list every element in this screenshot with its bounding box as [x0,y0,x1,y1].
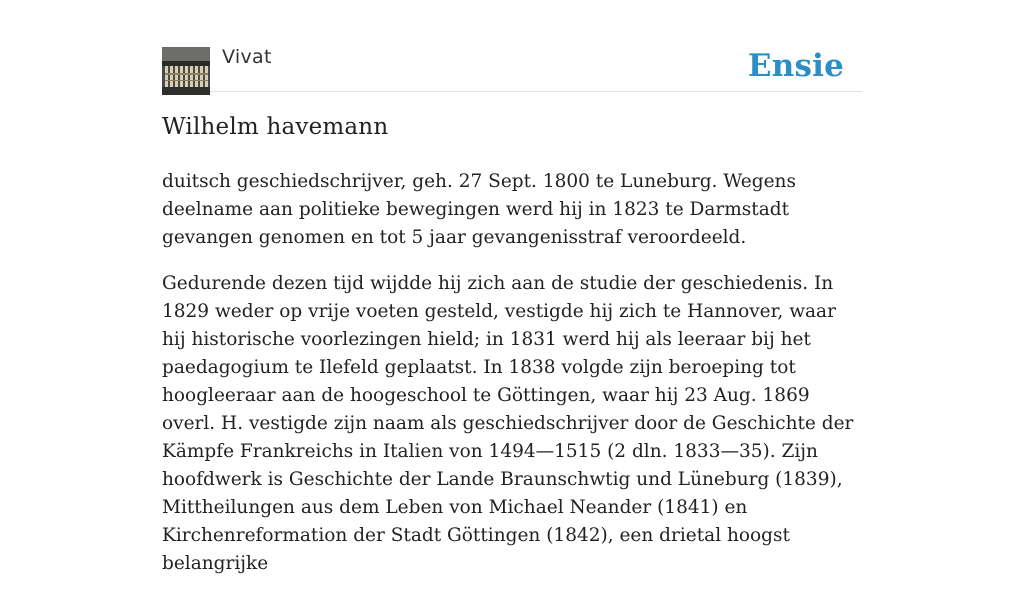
source-name[interactable]: Vivat [222,46,272,68]
ensie-logo[interactable]: Ensie [747,48,844,84]
article-paragraph: Gedurende dezen tijd wijdde hij zich aan de studie der geschiedenis. In 1829 weder op vrije voeten gesteld, vestigde hij zich te Hannover, waar hij historische voorlezingen hield; in 1831 werd hij als leeraar bij het paedagogium te Ilefeld geplaatst. In 1838 volgde zijn beroeping tot hoogleeraar aan de hoogeschool te Göttingen, waar hij 23 Aug. 1869 overl. H. vestigde zijn naam als geschiedschrijver door de Geschichte der Kämpfe Frankreichs in Italien von 1494—1515 (2 dln. 1833—35). Zijn hoofdwerk is Geschichte der Lande Braunschwtig und Lüneburg (1839), Mittheilungen aus dem Leben von Michael Neander (1841) en Kirchenreformation der Stadt Göttingen (1842), een drietal hoogst belangrijke [162,273,854,574]
avatar[interactable] [162,47,210,95]
book-spines-icon [162,47,210,95]
header [162,46,862,92]
article-title: Wilhelm havemann [162,114,389,140]
article-body [162,168,864,596]
article-paragraph: duitsch geschiedschrijver, geh. 27 Sept. 1800 te Luneburg. Wegens deelname aan politieke bewegingen werd hij in 1823 te Darmstadt gevangen genomen en tot 5 jaar gevangenisstraf veroordeeld. [162,171,796,248]
